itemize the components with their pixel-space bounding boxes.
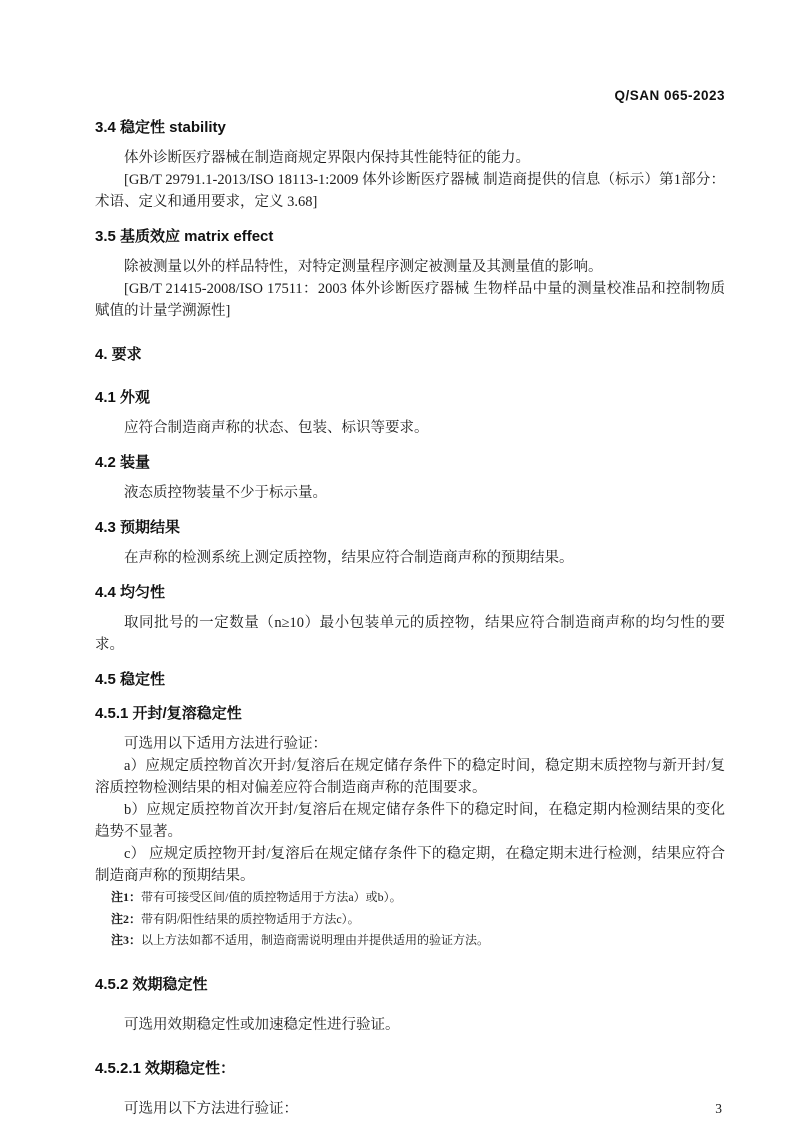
section-heading-4-3: 4.3 预期结果	[95, 519, 181, 536]
page-number: 3	[715, 1101, 722, 1116]
section-heading-4-5: 4.5 稳定性	[95, 671, 166, 688]
note-label: 注1：	[111, 890, 142, 904]
list-item-c: c） 应规定质控物开封/复溶后在规定储存条件下的稳定期，在稳定期末进行检测，结果应符合制造商声称的预期结果。	[95, 846, 725, 884]
section-heading-3-4: 3.4 稳定性 stability	[95, 119, 226, 136]
body-paragraph: 在声称的检测系统上测定质控物，结果应符合制造商声称的预期结果。	[124, 550, 574, 566]
citation-paragraph: [GB/T 21415-2008/ISO 17511：2003 体外诊断医疗器械 生物样品中量的测量校准品和控制物质赋值的计量学溯源性]	[95, 281, 725, 319]
body-paragraph: 液态质控物装量不少于标示量。	[124, 485, 327, 501]
note-label: 注3：	[111, 933, 142, 947]
section-heading-3-5: 3.5 基质效应 matrix effect	[95, 228, 274, 245]
section-heading-4-5-2-1: 4.5.2.1 效期稳定性：	[95, 1059, 236, 1077]
note-text: 带有可接受区间/值的质控物适用于方法a）或b）。	[141, 890, 402, 904]
section-heading-4-5-2: 4.5.2 效期稳定性	[95, 975, 208, 993]
section-heading-4-2: 4.2 装量	[95, 454, 151, 471]
section-heading-4: 4. 要求	[95, 346, 142, 363]
citation-paragraph: [GB/T 29791.1-2013/ISO 18113-1:2009 体外诊断医疗器械 制造商提供的信息（标示）第1部分：术语、定义和通用要求，定义 3.68]	[95, 172, 725, 210]
document-header-code: Q/SAN 065-2023	[614, 88, 725, 103]
note-text: 带有阴/阳性结果的质控物适用于方法c）。	[141, 911, 360, 926]
note-text: 以上方法如都不适用，制造商需说明理由并提供适用的验证方法。	[141, 933, 490, 947]
note-label: 注2：	[111, 911, 142, 926]
note-1	[95, 887, 725, 909]
body-paragraph: 应符合制造商声称的状态、包装、标识等要求。	[124, 420, 429, 436]
body-paragraph: 可选用效期稳定性或加速稳定性进行验证。	[124, 1016, 400, 1033]
section-heading-4-4: 4.4 均匀性	[95, 584, 166, 601]
body-paragraph: 体外诊断医疗器械在制造商规定界限内保持其性能特征的能力。	[124, 150, 530, 166]
list-item-a: a）应规定质控物首次开封/复溶后在规定储存条件下的稳定时间，稳定期末质控物与新开封/复溶质控物检测结果的相对偏差应符合制造商声称的范围要求。	[95, 758, 725, 796]
body-paragraph: 除被测量以外的样品特性，对特定测量程序测定被测量及其测量值的影响。	[124, 259, 603, 275]
section-heading-4-5-1: 4.5.1 开封/复溶稳定性	[95, 705, 242, 722]
body-paragraph: 可选用以下方法进行验证：	[124, 1100, 298, 1117]
list-item-b: b）应规定质控物首次开封/复溶后在规定储存条件下的稳定时间，在稳定期内检测结果的变化趋势不显著。	[95, 802, 725, 840]
section-heading-4-1: 4.1 外观	[95, 389, 151, 406]
note-2	[95, 909, 725, 931]
body-paragraph: 取同批号的一定数量（n≥10）最小包装单元的质控物，结果应符合制造商声称的均匀性的要求。	[95, 615, 725, 653]
body-paragraph: 可选用以下适用方法进行验证：	[124, 736, 327, 752]
note-3	[95, 930, 725, 952]
